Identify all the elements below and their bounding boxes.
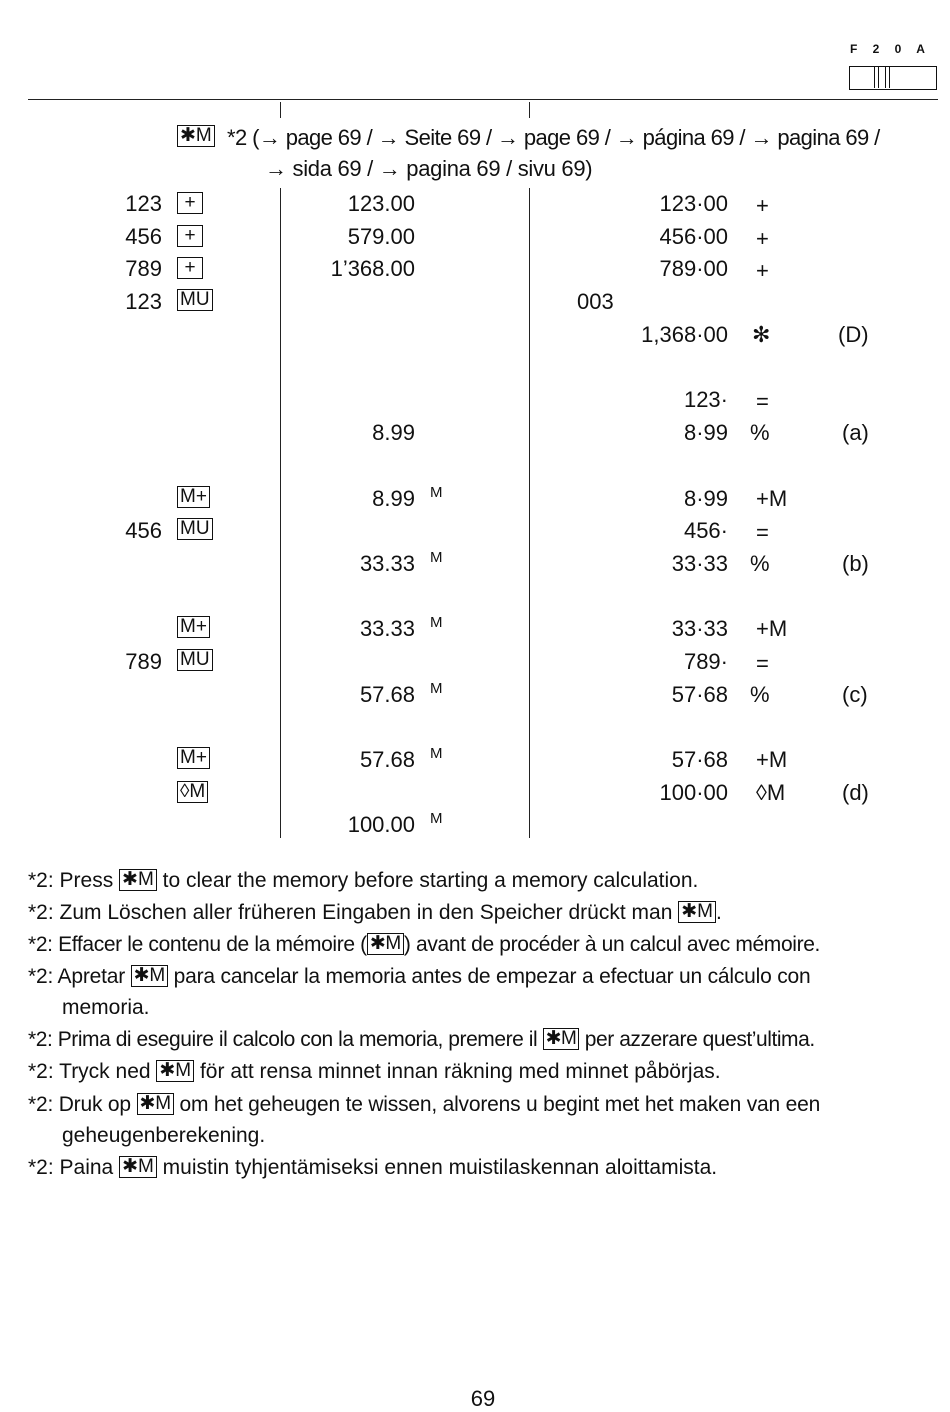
print-symbol: +M: [756, 616, 788, 641]
footnote-text: *2: Druk op: [28, 1093, 137, 1116]
print-symbol: +: [756, 193, 769, 218]
memory-plus-key: M+: [177, 486, 210, 508]
memory-plus-key: M+: [177, 747, 210, 769]
print-symbol: =: [756, 651, 769, 676]
print-value: 33·33: [671, 551, 728, 576]
markup-key: MU: [177, 518, 213, 540]
footnote-it: [28, 1027, 815, 1053]
footnote-text: *2: Zum Löschen aller früheren Eingaben in den Speicher drückt man: [28, 901, 679, 924]
column-divider-top-left: [280, 102, 281, 118]
footnote-text: *2: Apretar: [28, 965, 131, 988]
column-divider-right: [529, 188, 530, 838]
display-value: 57.68: [359, 747, 415, 772]
print-note: (c): [842, 682, 868, 707]
print-symbol: %: [750, 551, 770, 576]
footnote-text: para cancelar la memoria antes de empezar a efectuar un cálculo con: [168, 965, 811, 988]
memory-indicator: M: [430, 745, 443, 762]
footnote-en: [28, 868, 698, 894]
print-value: 123·00: [659, 191, 728, 216]
footnote-fr: [28, 932, 820, 958]
memory-clear-key: ✱M: [177, 125, 215, 147]
print-symbol: %: [750, 682, 770, 707]
memory-recall-key: ◊M: [177, 781, 208, 803]
header-rule: [28, 99, 938, 100]
print-symbol: +: [756, 226, 769, 251]
print-note: (a): [842, 420, 869, 445]
print-value: 57·68: [671, 747, 728, 772]
display-value: 33.33: [359, 551, 415, 576]
reference-line-1: *2 (→ page 69 / → Seite 69 / → page 69 / → página 69 / → pagina 69 /: [227, 125, 880, 150]
print-symbol: +: [756, 258, 769, 283]
memory-indicator: M: [430, 680, 443, 697]
print-value: 8·99: [683, 486, 728, 511]
memory-indicator: M: [430, 810, 443, 827]
print-value: 003: [577, 289, 614, 314]
print-value: 456·00: [659, 224, 728, 249]
print-value: 57·68: [671, 682, 728, 707]
footnote-text: *2: Prima di eseguire il calcolo con la memoria, premere il: [28, 1028, 543, 1051]
switch-indicator-mark: [878, 67, 886, 88]
memory-clear-key: ✱M: [119, 1156, 157, 1178]
display-value: 8.99: [372, 486, 415, 511]
print-symbol: %: [750, 420, 770, 445]
print-note: (D): [838, 322, 869, 347]
display-value: 100.00: [347, 812, 415, 837]
memory-plus-key: M+: [177, 616, 210, 638]
footnote-text: *2: Press: [28, 869, 120, 892]
print-symbol: =: [756, 520, 769, 545]
memory-clear-key: ✱M: [367, 933, 404, 955]
print-value: 123·: [683, 387, 728, 412]
footnote-es-continued: memoria.: [62, 996, 150, 1019]
print-value: 1,368·00: [641, 322, 728, 347]
keystroke-value: 456: [125, 224, 162, 249]
keystroke-value: 456: [125, 518, 162, 543]
footnote-text: *2: Effacer le contenu de la mémoire (: [28, 933, 367, 956]
print-value: 100·00: [659, 780, 728, 805]
display-value: 1’368.00: [330, 256, 415, 281]
print-symbol: ◊M: [756, 780, 786, 805]
footnote-text: .: [715, 901, 722, 924]
footnote-sv: [28, 1059, 721, 1085]
print-note: (b): [842, 551, 869, 576]
memory-clear-key: ✱M: [137, 1093, 174, 1115]
print-value: 456·: [683, 518, 728, 543]
footnote-text: *2: Tryck ned: [28, 1060, 157, 1083]
column-divider-left: [280, 188, 281, 838]
print-symbol: +M: [756, 486, 788, 511]
keystroke-value: 789: [125, 256, 162, 281]
plus-key: +: [177, 257, 203, 279]
markup-key: MU: [177, 649, 213, 671]
display-value: 57.68: [359, 682, 415, 707]
footnote-text: per azzerare quest’ultima.: [579, 1028, 815, 1051]
memory-clear-key: ✱M: [156, 1060, 194, 1082]
keystroke-value: 789: [125, 649, 162, 674]
footnote-text: to clear the memory before starting a memory calculation.: [156, 869, 699, 892]
footnote-fi: [28, 1155, 717, 1181]
print-note: (d): [842, 780, 869, 805]
memory-indicator: M: [430, 614, 443, 631]
display-value: 8.99: [372, 420, 415, 445]
footnote-text: för att rensa minnet innan räkning med minnet påbörjas.: [194, 1060, 721, 1083]
print-value: 789·: [683, 649, 728, 674]
keystroke-value: 123: [125, 289, 162, 314]
print-value: 789·00: [659, 256, 728, 281]
footnote-text: *2: Paina: [28, 1156, 120, 1179]
memory-indicator: M: [430, 549, 443, 566]
print-symbol: ✻: [752, 322, 771, 347]
footnote-es: [28, 964, 810, 990]
switch-indicator: [849, 66, 937, 90]
memory-clear-key: ✱M: [131, 965, 168, 987]
print-value: 33·33: [671, 616, 728, 641]
display-value: 579.00: [347, 224, 415, 249]
page-number: 69: [470, 1386, 496, 1411]
footnote-text: om het geheugen te wissen, alvorens u begint met het maken van een: [173, 1093, 821, 1116]
model-code: F 2 0 A: [850, 42, 931, 56]
footnote-nl: [28, 1092, 820, 1118]
footnote-de: [28, 900, 722, 926]
memory-clear-key: ✱M: [543, 1028, 580, 1050]
display-value: 33.33: [359, 616, 415, 641]
plus-key: +: [177, 192, 203, 214]
print-symbol: =: [756, 389, 769, 414]
display-value: 123.00: [347, 191, 415, 216]
memory-clear-key: ✱M: [119, 869, 157, 891]
footnote-nl-continued: geheugenberekening.: [62, 1124, 266, 1147]
print-value: 8·99: [683, 420, 728, 445]
memory-clear-key: ✱M: [678, 901, 716, 923]
markup-key: MU: [177, 289, 213, 311]
reference-line-2: → sida 69 / → pagina 69 / sivu 69): [265, 156, 593, 181]
plus-key: +: [177, 225, 203, 247]
footnote-text: ) avant de procéder à un calcul avec mémoire.: [403, 933, 821, 956]
footnote-text: muistin tyhjentämiseksi ennen muistilaskennan aloittamista.: [156, 1156, 718, 1179]
print-symbol: +M: [756, 747, 788, 772]
memory-indicator: M: [430, 484, 443, 501]
keystroke-value: 123: [125, 191, 162, 216]
column-divider-top-right: [529, 102, 530, 118]
